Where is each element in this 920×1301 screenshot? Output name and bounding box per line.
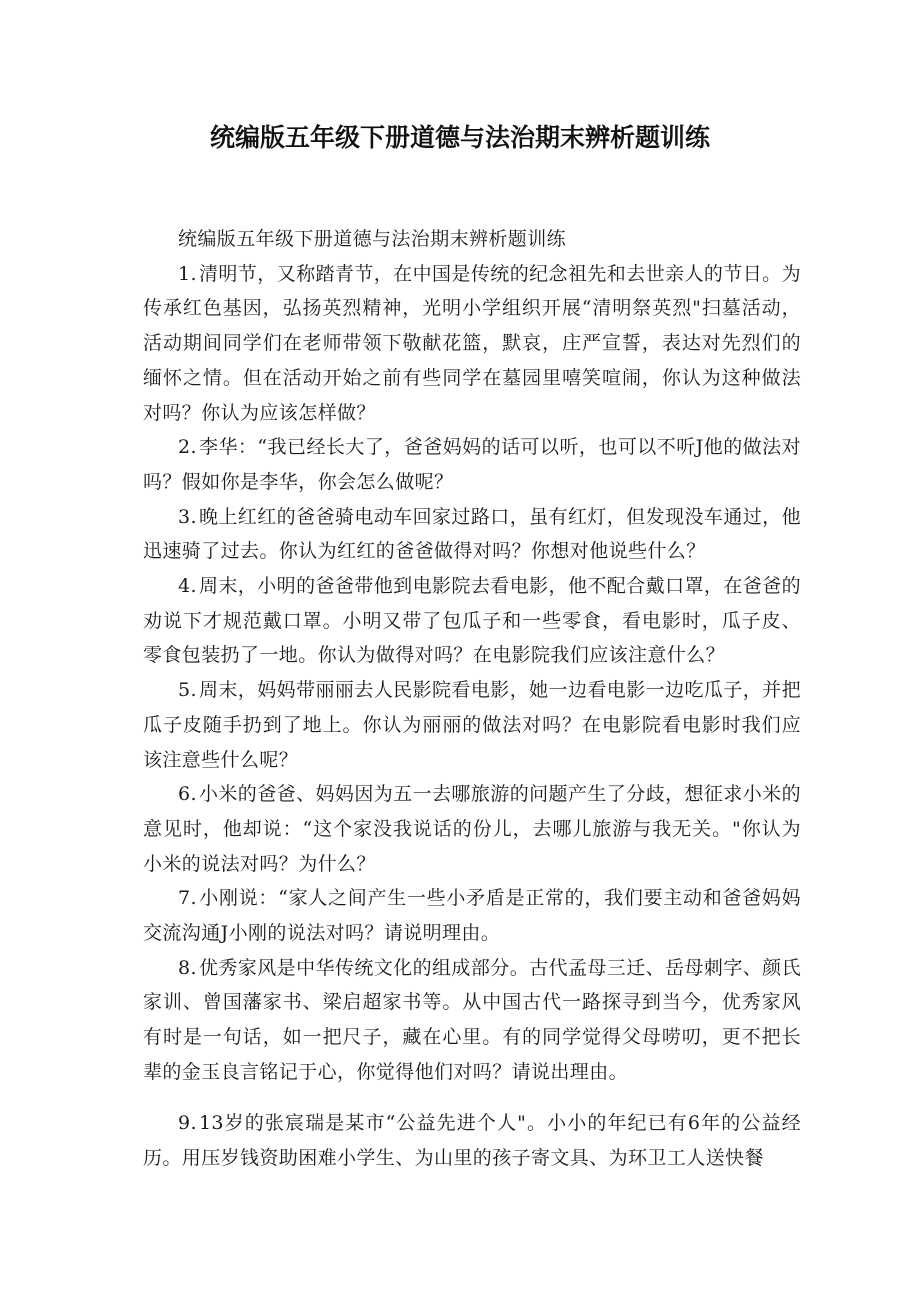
- question-text: 小米的爸爸、妈妈因为五一去哪旅游的问题产生了分歧，想征求小米的意见时，他却说：“这个家没我说话的份儿，去哪儿旅游与我无关。"你认为小米的说法对吗？为什么？: [143, 783, 801, 875]
- question-4: [143, 569, 801, 673]
- question-text: 周末，小明的爸爸带他到电影院去看电影，他不配合戴口罩，在爸爸的劝说下才规范戴口罩。小明又带了包瓜子和一些零食，看电影时，瓜子皮、零食包装扔了一地。你认为做得对吗？在电影院我们应该注意什么？: [143, 575, 801, 667]
- question-number: 4.: [178, 575, 197, 598]
- question-7: [143, 881, 801, 950]
- question-number: 3.: [178, 505, 197, 528]
- question-number: 7.: [178, 887, 197, 910]
- question-2: [143, 430, 801, 499]
- question-text: 13岁的张宸瑞是某市“公益先进个人"。小小的年纪已有6年的公益经历。用压岁钱资助困难小学生、为山里的孩子寄文具、为环卫工人送快餐: [143, 1112, 801, 1169]
- question-text: 清明节，又称踏青节，在中国是传统的纪念祖先和去世亲人的节日。为传承红色基因，弘扬英烈精神，光明小学组织开展“清明祭英烈"扫墓活动，活动期间同学们在老师带领下敬献花篮，默哀，庄严宣誓，表达对先烈们的缅怀之情。但在活动开始之前有些同学在墓园里嘻笑喧闹，你认为这种做法对吗？你认为应该怎样做？: [143, 262, 801, 424]
- question-3: [143, 500, 801, 569]
- question-number: 1.: [178, 262, 197, 285]
- question-text: 小刚说：“家人之间产生一些小矛盾是正常的，我们要主动和爸爸妈妈交流沟通J小刚的说法对吗？请说明理由。: [143, 887, 801, 945]
- document-subtitle: 统编版五年级下册道德与法治期末辨析题训练: [178, 228, 567, 250]
- question-text: 周末，妈妈带丽丽去人民影院看电影，她一边看电影一边吃瓜子，并把瓜子皮随手扔到了地上。你认为丽丽的做法对吗？在电影院看电影时我们应该注意些什么呢？: [143, 679, 801, 771]
- question-number: 9.: [178, 1112, 197, 1134]
- document-title: 统编版五年级下册道德与法治期末辨析题训练: [209, 123, 710, 152]
- question-text: 晚上红红的爸爸骑电动车回家过路口，虽有红灯，但发现没车通过，他迅速骑了过去。你认为红红的爸爸做得对吗？你想对他说些什么？: [143, 505, 801, 563]
- question-number: 8.: [178, 956, 197, 979]
- question-text: 李华：“我已经长大了，爸爸妈妈的话可以听，也可以不听J他的做法对吗？假如你是李华，你会怎么做呢？: [143, 436, 801, 493]
- question-9-block: [143, 1106, 801, 1175]
- question-6: [143, 777, 801, 881]
- question-number: 2.: [178, 436, 197, 459]
- question-8: [143, 951, 801, 1090]
- question-text: 优秀家风是中华传统文化的组成部分。古代孟母三迁、岳母刺字、颜氏家训、曾国藩家书、梁启超家书等。从中国古代一路探寻到当今，优秀家风有时是一句话，如一把尺子，藏在心里。有的同学觉得父母唠叨，更不把长辈的金玉良言铭记于心，你觉得他们对吗？请说出理由。: [143, 956, 801, 1083]
- question-9: [143, 1106, 801, 1175]
- question-1: [143, 257, 801, 431]
- question-5: [143, 673, 801, 777]
- question-number: 5.: [178, 679, 197, 702]
- document-body: [143, 222, 801, 1090]
- question-number: 6.: [178, 783, 197, 806]
